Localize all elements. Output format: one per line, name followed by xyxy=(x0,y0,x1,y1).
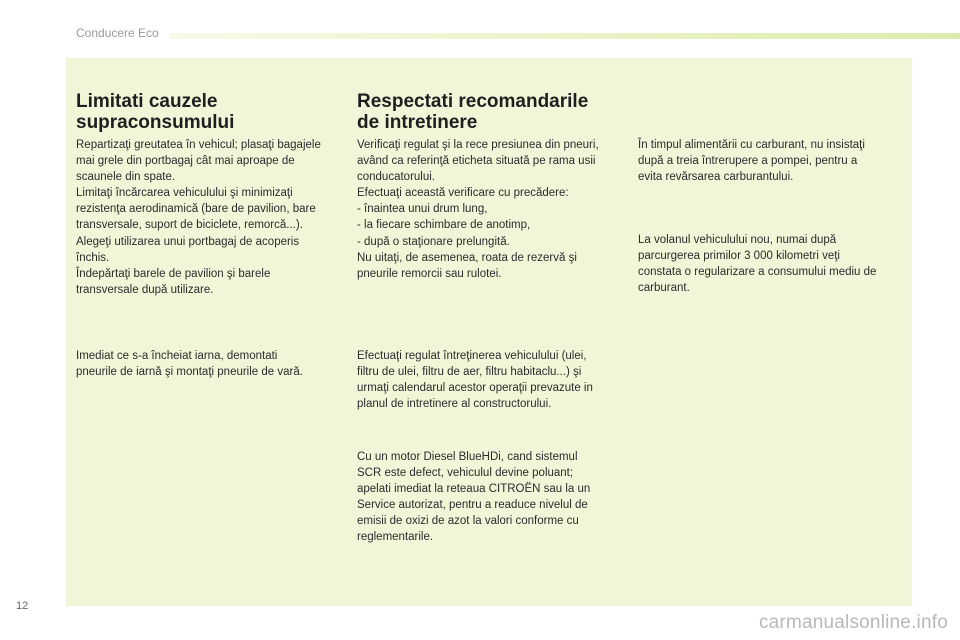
text-line: după a treia întrerupere a pompei, pentru a xyxy=(638,155,858,168)
paragraph-winter-tyres xyxy=(76,348,303,380)
heading-line: Respectati recomandarile xyxy=(357,91,589,112)
text-line: constata o regularizare a consumului mediu de xyxy=(638,266,877,279)
text-line: închis. xyxy=(76,251,110,264)
text-line: Efectuaţi regulat întreţinerea vehiculului (ulei, xyxy=(357,350,587,362)
paragraph-diesel-scr xyxy=(357,449,590,546)
text-line: - după o staţionare prelungită. xyxy=(357,235,510,248)
text-line: Efectuaţi această verificare cu precădere: xyxy=(357,187,569,200)
text-line: apelati imediat la reteaua CITROËN sau la un xyxy=(357,483,591,496)
text-line: pneurile de iarnă şi montaţi pneurile de vară. xyxy=(76,366,303,379)
text-line: Îndepărtaţi barele de pavilion şi barele xyxy=(76,267,271,280)
text-line: Imediat ce s-a încheiat iarna, demontati xyxy=(76,350,278,362)
text-line: pneurile remorcii sau rulotei. xyxy=(357,267,502,280)
heading-respectati-recomandarile xyxy=(357,91,588,133)
text-line: scaunele din spate. xyxy=(76,171,176,184)
text-line: filtru de ulei, filtru de aer, filtru habitaclu...) şi xyxy=(357,366,582,379)
text-line: evita revărsarea carburantului. xyxy=(638,171,794,184)
watermark: carmanualsonline.info xyxy=(758,612,948,633)
paragraph-weight-distribution xyxy=(76,137,321,298)
paragraph-maintenance xyxy=(357,348,593,412)
text-line: conducatorului. xyxy=(357,171,435,184)
text-line: emisii de oxizi de azot la valori conforme cu xyxy=(357,515,579,528)
text-line: Cu un motor Diesel BlueHDi, cand sistemul xyxy=(357,451,578,463)
heading-limitati-cauzele xyxy=(76,91,234,133)
page-number: 12 xyxy=(16,600,29,612)
text-line: Repartizaţi greutatea în vehicul; plasaţi bagajele xyxy=(76,139,321,151)
text-line: Limitaţi încărcarea vehiculului şi minimizaţi xyxy=(76,187,293,200)
text-line: În timpul alimentării cu carburant, nu insistaţi xyxy=(638,139,865,151)
text-line: transversale după utilizare. xyxy=(76,283,214,296)
text-line: având ca referinţă eticheta situată pe rama usii xyxy=(357,155,596,168)
text-line: Nu uitaţi, de asemenea, roata de rezervă şi xyxy=(357,251,577,264)
text-line: carburant. xyxy=(638,282,690,295)
paragraph-new-vehicle xyxy=(638,232,876,296)
text-line: urmaţi calendarul acestor operaţii prevazute in xyxy=(357,382,593,395)
text-line: - înaintea unui drum lung, xyxy=(357,203,488,216)
text-line: rezistenţa aerodinamică (bare de pavilion, bare xyxy=(76,203,316,216)
section-title: Conducere Eco xyxy=(76,26,159,40)
paragraph-tyre-pressure xyxy=(357,137,599,282)
text-line: reglementarile. xyxy=(357,531,434,544)
paragraph-refuelling xyxy=(638,137,865,185)
text-line: La volanul vehiculului nou, numai după xyxy=(638,234,837,246)
text-line: Alegeţi utilizarea unui portbagaj de acoperis xyxy=(76,235,300,248)
heading-line: supraconsumului xyxy=(76,112,235,133)
text-line: Service autorizat, pentru a readuce nivelul de xyxy=(357,499,588,512)
text-line: parcurgerea primilor 3 000 kilometri veţi xyxy=(638,250,840,263)
text-line: Verificaţi regulat şi la rece presiunea din pneuri, xyxy=(357,139,599,151)
text-line: SCR este defect, vehiculul devine poluant; xyxy=(357,467,574,480)
heading-line: de intretinere xyxy=(357,112,478,133)
text-line: planul de intretinere al constructorului. xyxy=(357,398,552,411)
heading-line: Limitati cauzele xyxy=(76,91,218,112)
header-bar xyxy=(170,33,960,39)
text-line: transversale, suport de biciclete, remorcă...). xyxy=(76,219,303,232)
text-line: - la fiecare schimbare de anotimp, xyxy=(357,219,531,232)
text-line: mai grele din portbagaj cât mai aproape de xyxy=(76,155,295,168)
